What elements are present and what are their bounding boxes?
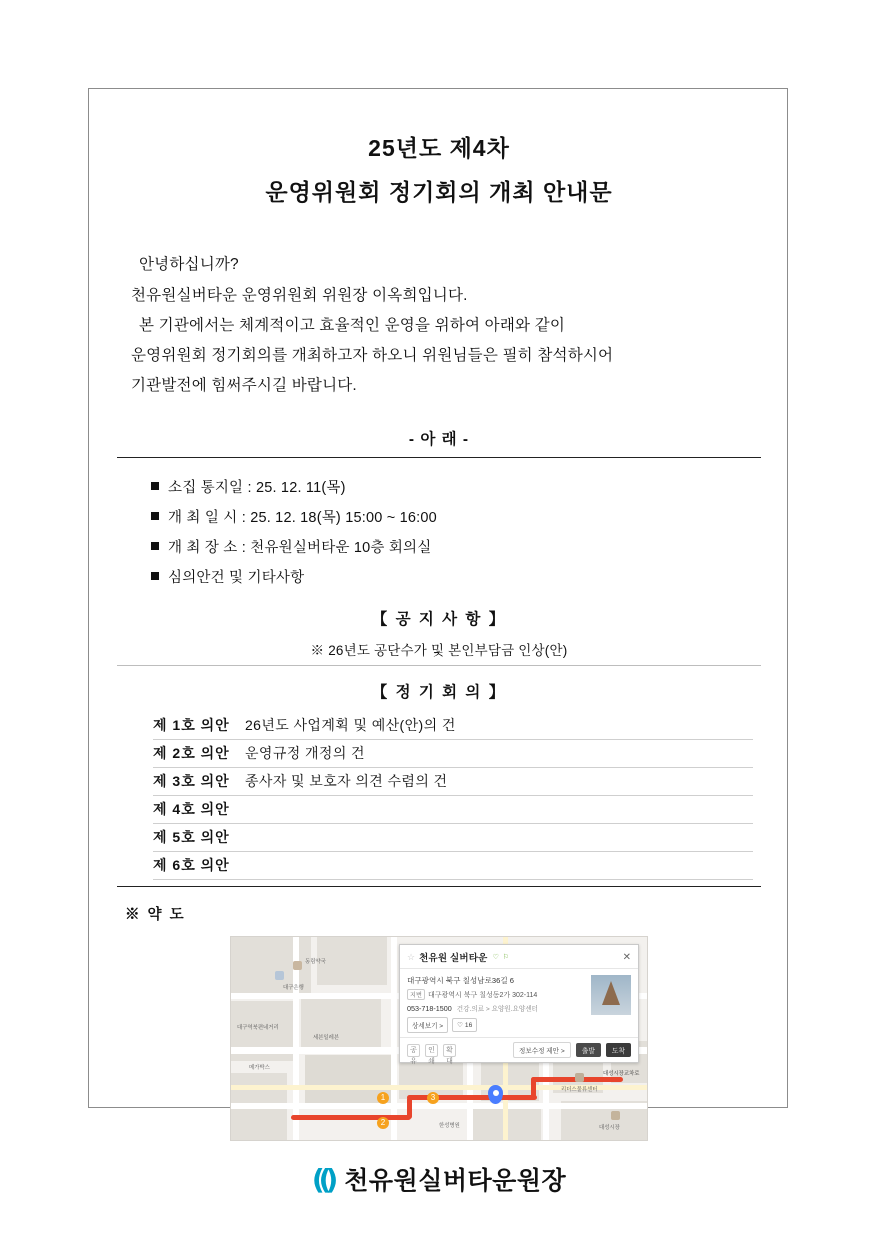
map-poi-icon (293, 961, 302, 970)
notice-text: ※ 26년도 공단수가 및 본인부담금 인상(안) (117, 639, 761, 666)
agenda-table (117, 712, 761, 880)
map-poi-icon (275, 971, 284, 980)
place-phone[interactable]: 053-718-1500 (407, 1004, 452, 1014)
divider-bottom (117, 886, 761, 887)
detail-button[interactable]: 상세보기 > (407, 1017, 448, 1033)
intro-line-2: 천유원실버타운 운영위원회 위원장 이옥희입니다. (131, 286, 468, 304)
info-card-footer (400, 1037, 638, 1065)
map-road (391, 937, 397, 1141)
square-bullet-icon (151, 572, 159, 580)
jibun-badge: 지번 (407, 989, 425, 1000)
table-row (153, 740, 753, 768)
agenda-text: 26년도 사업계획 및 예산(안)의 건 (245, 717, 456, 734)
meeting-heading: 【 정 기 회 의 】 (371, 684, 507, 702)
map-route-marker-3: 3 (427, 1092, 439, 1104)
agenda-number: 제 6호 의안 (153, 857, 230, 874)
location-map[interactable] (230, 936, 648, 1141)
map-label-text: 메가박스 (249, 1065, 270, 1072)
intro-line-3: 본 기관에서는 체계적이고 효율적인 운영을 위하여 아래와 같이 (139, 316, 566, 334)
agenda-number: 제 1호 의안 (153, 717, 230, 734)
map-label-text: 대성시장 (599, 1125, 620, 1132)
company-logo-icon: (() (311, 1162, 333, 1196)
detail-text-2: 개 최 일 시 : 25. 12. 18(목) 15:00 ~ 16:00 (168, 510, 437, 527)
signature-text: 천유원실버타운원장 (344, 1167, 567, 1196)
print-icon[interactable]: 인쇄 (425, 1044, 438, 1057)
square-bullet-icon (151, 542, 159, 550)
place-thumbnail[interactable] (591, 975, 631, 1015)
title-line-2: 운영위원회 정기회의 개최 안내문 (265, 178, 613, 205)
document-body (117, 113, 761, 1197)
star-icon[interactable]: ☆ (407, 951, 416, 962)
list-item (151, 534, 761, 564)
agenda-text: 종사자 및 보호자 의견 수렴의 건 (245, 773, 448, 790)
place-phone-row (407, 1003, 585, 1013)
map-section-label: ※ 약 도 (125, 907, 186, 924)
agenda-text: 운영규정 개정의 건 (245, 745, 365, 762)
info-card-body (400, 969, 638, 1037)
map-label-text: 대구역북편네거리 (237, 1025, 279, 1032)
agenda-number: 제 5호 의안 (153, 829, 230, 846)
map-label-text: 한성병원 (439, 1123, 460, 1130)
detail-text-1: 소집 통지일 : 25. 12. 11(목) (168, 480, 346, 497)
map-label-text: 세븐일레븐 (313, 1035, 340, 1042)
share-icon[interactable]: 공유 (407, 1044, 420, 1057)
close-icon[interactable]: ✕ (622, 951, 631, 963)
place-title: 천유원 실버타운 (419, 953, 488, 965)
map-route (407, 1097, 412, 1119)
map-info-card[interactable] (399, 944, 639, 1063)
list-item (151, 504, 761, 534)
intro-paragraph (117, 250, 761, 401)
zoom-icon[interactable]: 확대 (443, 1044, 456, 1057)
info-card-left (407, 975, 585, 1033)
arrive-button[interactable]: 도착 (606, 1043, 631, 1057)
map-route-marker-2: 2 (377, 1117, 389, 1129)
agenda-number: 제 3호 의안 (153, 773, 230, 790)
map-poi-icon (575, 1073, 584, 1082)
table-row (153, 768, 753, 796)
map-route-marker-1: 1 (377, 1092, 389, 1104)
signature-block (117, 1161, 761, 1197)
like-button[interactable]: ♡ 16 (452, 1018, 477, 1032)
map-label-text: 대성시장교차로 (603, 1071, 640, 1078)
square-bullet-icon (151, 482, 159, 490)
map-label-text: 리더스물류센터 (561, 1087, 598, 1094)
map-label-text: 동림약국 (305, 959, 326, 966)
place-address: 대구광역시 북구 칠성남로36길 6 (407, 976, 515, 986)
intro-line-5: 기관발전에 힘써주시길 바랍니다. (131, 377, 357, 395)
agenda-number: 제 4호 의안 (153, 801, 230, 818)
place-address-jibun: 대구광역시 북구 칠성동2가 302-114 (427, 991, 538, 999)
arae-divider-label: - 아 래 - (408, 431, 470, 449)
detail-text-4: 심의안건 및 기타사항 (168, 569, 305, 586)
table-row (153, 796, 753, 824)
map-block (317, 937, 387, 985)
map-poi-icon (611, 1111, 620, 1120)
square-bullet-icon (151, 512, 159, 520)
table-row (153, 712, 753, 740)
intro-line-4: 운영위원회 정기회의를 개최하고자 하오니 위원님들은 필히 참석하시어 (131, 346, 614, 364)
place-category: 건강.의료 > 요양원.요양센터 (456, 1006, 539, 1014)
depart-button[interactable]: 출발 (576, 1043, 601, 1057)
table-row (153, 824, 753, 852)
suggest-edit-button[interactable]: 정보수정 제안 > (513, 1042, 571, 1058)
notice-heading: 【 공 지 사 항 】 (371, 611, 507, 629)
place-address-jibun-row (407, 989, 585, 1000)
list-item (151, 564, 761, 594)
info-card-header (400, 945, 638, 969)
divider-top (117, 457, 761, 458)
title-line-1: 25년도 제4차 (368, 135, 510, 161)
document-page (88, 88, 788, 1196)
map-route (291, 1115, 411, 1120)
detail-text-3: 개 최 장 소 : 천유원실버타운 10층 회의실 (168, 539, 432, 556)
document-title (117, 131, 761, 210)
table-row (153, 852, 753, 880)
map-label-text: 대구은행 (283, 985, 304, 992)
meeting-details-list (117, 474, 761, 593)
intro-line-1: 안녕하십니까? (139, 256, 239, 274)
agenda-number: 제 2호 의안 (153, 745, 230, 762)
badge-icons: ♡ ⚐ (492, 954, 511, 962)
info-card-buttons (407, 1017, 585, 1033)
list-item (151, 474, 761, 504)
